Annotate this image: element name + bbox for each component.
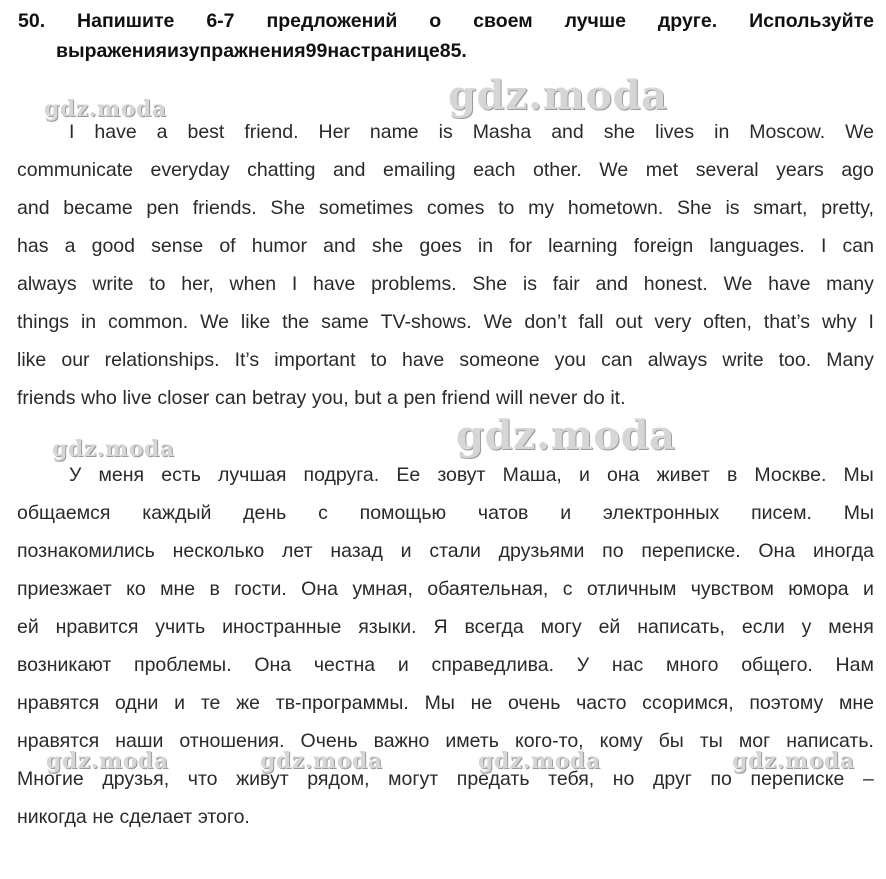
word: in	[80, 311, 97, 333]
word: она	[607, 464, 640, 486]
word: my	[528, 197, 555, 219]
word: fair	[552, 273, 580, 295]
word: friends	[17, 387, 76, 409]
word: live	[122, 387, 152, 409]
word: с	[562, 578, 573, 600]
word: Ее	[396, 464, 421, 486]
word: умная,	[352, 578, 413, 600]
word: We	[483, 311, 513, 333]
word: бы	[658, 730, 684, 752]
word: лучше	[564, 10, 626, 32]
word: always	[647, 349, 708, 371]
word: несколько	[172, 540, 265, 562]
english-line-4	[17, 227, 874, 265]
russian-paragraph	[17, 456, 874, 836]
word: I	[868, 311, 874, 333]
watermark-logo: gdz.moda	[478, 748, 601, 774]
word: often,	[703, 311, 752, 333]
word: выражения	[56, 40, 167, 62]
word: Напишите	[77, 10, 175, 32]
word: have	[94, 121, 137, 143]
watermark-logo: gdz.moda	[448, 72, 668, 119]
word: of	[219, 235, 236, 257]
word: познакомились	[17, 540, 155, 562]
word: общего.	[741, 654, 813, 676]
word: не	[470, 692, 493, 714]
word: who	[81, 387, 117, 409]
word: years	[776, 159, 824, 181]
word: часто	[576, 692, 627, 714]
word: очень	[508, 692, 561, 714]
word: на	[327, 40, 350, 62]
word: переписке	[750, 768, 845, 790]
word: Маша,	[502, 464, 562, 486]
word: живет	[656, 464, 710, 486]
word: is	[438, 121, 453, 143]
word: but	[354, 387, 382, 409]
word: best	[187, 121, 225, 143]
word: Her	[318, 121, 350, 143]
english-line-3	[17, 189, 874, 227]
word: рядом,	[307, 768, 370, 790]
word: лет	[282, 540, 313, 562]
word: гости.	[234, 578, 287, 600]
word: меня	[828, 616, 874, 638]
word: нравятся	[17, 692, 100, 714]
word: по	[602, 540, 624, 562]
word: мне	[838, 692, 874, 714]
word: нас	[611, 654, 644, 676]
word: common.	[108, 311, 189, 333]
english-line-7	[17, 341, 874, 379]
word: relationships.	[104, 349, 220, 371]
word: переписке.	[641, 540, 741, 562]
russian-line-4	[17, 570, 874, 608]
word: сделает	[119, 806, 193, 828]
word: одни	[114, 692, 159, 714]
word: ago	[841, 159, 874, 181]
word: в	[726, 464, 738, 486]
word: много	[665, 654, 719, 676]
word: по	[710, 768, 732, 790]
word: our	[61, 349, 90, 371]
word: иногда	[812, 540, 874, 562]
word: честна	[313, 654, 376, 676]
english-paragraph	[17, 113, 874, 417]
word: is	[725, 197, 740, 219]
word: We	[845, 121, 874, 143]
word: ты	[699, 730, 723, 752]
word: этого.	[197, 806, 250, 828]
word: электронных	[602, 502, 720, 524]
word: a	[386, 387, 398, 409]
word: могут	[388, 768, 439, 790]
word: предложений	[266, 10, 398, 32]
word: день	[243, 502, 287, 524]
word: smart,	[753, 197, 808, 219]
word: She	[472, 273, 508, 295]
word: and	[323, 235, 356, 257]
word: о	[429, 10, 442, 32]
word: like	[17, 349, 47, 371]
watermark-logo: gdz.moda	[260, 748, 383, 774]
word: 50.	[18, 10, 46, 32]
word: other.	[532, 159, 582, 181]
word: can	[601, 349, 633, 371]
word: Нам	[835, 654, 874, 676]
word: in	[714, 121, 730, 143]
word: каждый	[142, 502, 212, 524]
word: Many	[826, 349, 874, 371]
task-line-1	[18, 6, 874, 36]
word: to	[149, 273, 166, 295]
word: pen	[403, 387, 436, 409]
watermark-logo: gdz.moda	[456, 412, 676, 459]
word: у	[801, 616, 812, 638]
word: и	[863, 578, 874, 600]
word: I	[820, 235, 827, 257]
word: ей	[17, 616, 39, 638]
word: поэтому	[749, 692, 824, 714]
word: I	[69, 121, 75, 143]
watermark-logo: gdz.moda	[46, 748, 169, 774]
word: юмора	[788, 578, 849, 600]
word: you	[554, 349, 587, 371]
word: write	[92, 273, 134, 295]
word: she	[371, 235, 404, 257]
word: У	[69, 464, 82, 486]
word: отношения.	[179, 730, 285, 752]
word: Очень	[300, 730, 358, 752]
word: it.	[610, 387, 626, 409]
word: languages.	[709, 235, 805, 257]
word: мне	[160, 578, 196, 600]
word: упражнения	[188, 40, 306, 62]
word: and	[595, 273, 629, 295]
word: It’s	[234, 349, 260, 371]
word: a	[156, 121, 168, 143]
word: Она	[254, 654, 292, 676]
word: became	[63, 197, 133, 219]
word: several	[695, 159, 759, 181]
word: I	[291, 273, 298, 295]
word: кого-то,	[514, 730, 584, 752]
word: тв-программы.	[275, 692, 409, 714]
word: closer	[157, 387, 210, 409]
word: have	[313, 273, 356, 295]
word: write	[722, 349, 764, 371]
word: things	[17, 311, 70, 333]
word: чувством	[690, 578, 774, 600]
word: never	[528, 387, 578, 409]
word: У	[576, 654, 590, 676]
word: friend	[441, 387, 491, 409]
word: can	[214, 387, 247, 409]
word: мог	[738, 730, 771, 752]
word: иностранные	[222, 616, 342, 638]
word: Мы	[843, 464, 874, 486]
word: in	[477, 235, 494, 257]
word: for	[509, 235, 532, 257]
word: друге.	[657, 10, 718, 32]
word: и	[397, 654, 409, 676]
word: Многие	[17, 768, 84, 790]
word: humor	[251, 235, 307, 257]
watermark-logo: gdz.moda	[52, 436, 175, 462]
word: живут	[236, 768, 289, 790]
word: and	[17, 197, 50, 219]
word: проблемы.	[134, 654, 232, 676]
english-line-8	[17, 379, 874, 417]
word: 99	[305, 40, 328, 62]
word: отличным	[586, 578, 677, 600]
word: всегда	[464, 616, 524, 638]
word: написать.	[786, 730, 874, 752]
word: each	[473, 159, 516, 181]
word: communicate	[17, 159, 133, 181]
word: and	[551, 121, 584, 143]
word: зовут	[437, 464, 486, 486]
word: like	[240, 311, 271, 333]
english-line-2	[17, 151, 874, 189]
word: 6-7	[206, 10, 235, 32]
word: ей	[598, 616, 621, 638]
word: learning	[548, 235, 618, 257]
word: don’t	[524, 311, 567, 333]
word: sense	[151, 235, 204, 257]
word: very	[654, 311, 692, 333]
word: написать,	[637, 616, 725, 638]
word: никогда	[17, 806, 87, 828]
word: Masha	[472, 121, 532, 143]
word: same	[321, 311, 369, 333]
word: Moscow.	[749, 121, 826, 143]
word: We	[200, 311, 230, 333]
word: to	[370, 349, 387, 371]
watermark-logo: gdz.moda	[44, 96, 167, 122]
word: лучшая	[218, 464, 287, 486]
word: someone	[459, 349, 540, 371]
word: you,	[311, 387, 349, 409]
word: ссоримся,	[642, 692, 734, 714]
word: good	[91, 235, 135, 257]
word: TV-shows.	[380, 311, 472, 333]
word: обаятельная,	[427, 578, 549, 600]
russian-line-6	[17, 646, 874, 684]
word: кому	[599, 730, 643, 752]
word: her,	[181, 273, 214, 295]
word: Она	[758, 540, 796, 562]
word: Мы	[424, 692, 455, 714]
word: honest.	[643, 273, 708, 295]
word: возникают	[17, 654, 112, 676]
word: emailing	[383, 159, 456, 181]
word: a	[64, 235, 76, 257]
word: друг	[653, 768, 692, 790]
russian-line-5	[17, 608, 874, 646]
word: have	[768, 273, 811, 295]
word: and	[332, 159, 366, 181]
word: писем.	[751, 502, 812, 524]
word: предать	[456, 768, 530, 790]
word: has	[17, 235, 49, 257]
word: fall	[578, 311, 604, 333]
word: назад	[330, 540, 383, 562]
word: 85.	[439, 40, 467, 62]
word: do	[583, 387, 605, 409]
word: общаемся	[17, 502, 111, 524]
word: friend.	[244, 121, 299, 143]
word: why	[821, 311, 857, 333]
word: –	[863, 768, 874, 790]
word: too.	[778, 349, 812, 371]
task-heading	[18, 6, 874, 66]
word: Используйте	[749, 10, 874, 32]
word: не	[92, 806, 114, 828]
word: foreign	[633, 235, 694, 257]
word: can	[842, 235, 874, 257]
word: name	[369, 121, 419, 143]
word: will	[495, 387, 524, 409]
task-line-2	[18, 36, 874, 66]
watermark-logo: gdz.moda	[732, 748, 855, 774]
word: стали	[429, 540, 481, 562]
word: comes	[426, 197, 485, 219]
word: to	[498, 197, 515, 219]
word: если	[741, 616, 785, 638]
word: goes	[419, 235, 462, 257]
word: hometown.	[567, 197, 664, 219]
word: учить	[155, 616, 206, 638]
word: that’s	[763, 311, 811, 333]
word: могу	[540, 616, 582, 638]
russian-line-10	[17, 798, 874, 836]
word: she	[603, 121, 636, 143]
word: Она	[301, 578, 338, 600]
word: sometimes	[318, 197, 414, 219]
word: иметь	[445, 730, 499, 752]
word: We	[723, 273, 753, 295]
word: друзья,	[102, 768, 170, 790]
word: друзьями	[498, 540, 585, 562]
english-line-6	[17, 303, 874, 341]
word: чатов	[477, 502, 529, 524]
word: в	[209, 578, 220, 600]
word: с	[318, 502, 328, 524]
russian-line-2	[17, 494, 874, 532]
word: important	[274, 349, 356, 371]
russian-line-3	[17, 532, 874, 570]
word: is	[522, 273, 537, 295]
word: и	[174, 692, 186, 714]
word: Москве.	[754, 464, 827, 486]
word: ко	[126, 578, 146, 600]
word: тебя,	[548, 768, 595, 790]
word: и	[560, 502, 572, 524]
word: have	[401, 349, 445, 371]
word: приезжает	[17, 578, 112, 600]
word: языки.	[358, 616, 417, 638]
word: наши	[115, 730, 164, 752]
word: и	[400, 540, 412, 562]
word: важно	[373, 730, 430, 752]
word: the	[282, 311, 310, 333]
word: She	[677, 197, 712, 219]
english-line-5	[17, 265, 874, 303]
word: pretty,	[821, 197, 874, 219]
word: Мы	[843, 502, 874, 524]
word: что	[187, 768, 218, 790]
word: always	[17, 273, 77, 295]
word: помощью	[359, 502, 447, 524]
word: и	[578, 464, 590, 486]
word: своем	[473, 10, 533, 32]
word: Я	[433, 616, 448, 638]
word: те	[200, 692, 221, 714]
word: out	[615, 311, 643, 333]
word: when	[229, 273, 277, 295]
word: problems.	[371, 273, 457, 295]
word: She	[270, 197, 306, 219]
word: нравятся	[17, 730, 100, 752]
word: chatting	[247, 159, 316, 181]
word: из	[166, 40, 189, 62]
word: меня	[98, 464, 145, 486]
word: но	[612, 768, 635, 790]
word: подруга.	[303, 464, 380, 486]
word: pen	[146, 197, 179, 219]
word: справедлива.	[431, 654, 555, 676]
word: met	[645, 159, 679, 181]
word: We	[599, 159, 629, 181]
word: everyday	[150, 159, 230, 181]
word: нравится	[55, 616, 139, 638]
word: many	[826, 273, 874, 295]
word: есть	[161, 464, 201, 486]
word: же	[236, 692, 261, 714]
word: betray	[252, 387, 307, 409]
word: friends.	[192, 197, 257, 219]
word: lives	[655, 121, 695, 143]
word: странице	[349, 40, 440, 62]
russian-line-7	[17, 684, 874, 722]
